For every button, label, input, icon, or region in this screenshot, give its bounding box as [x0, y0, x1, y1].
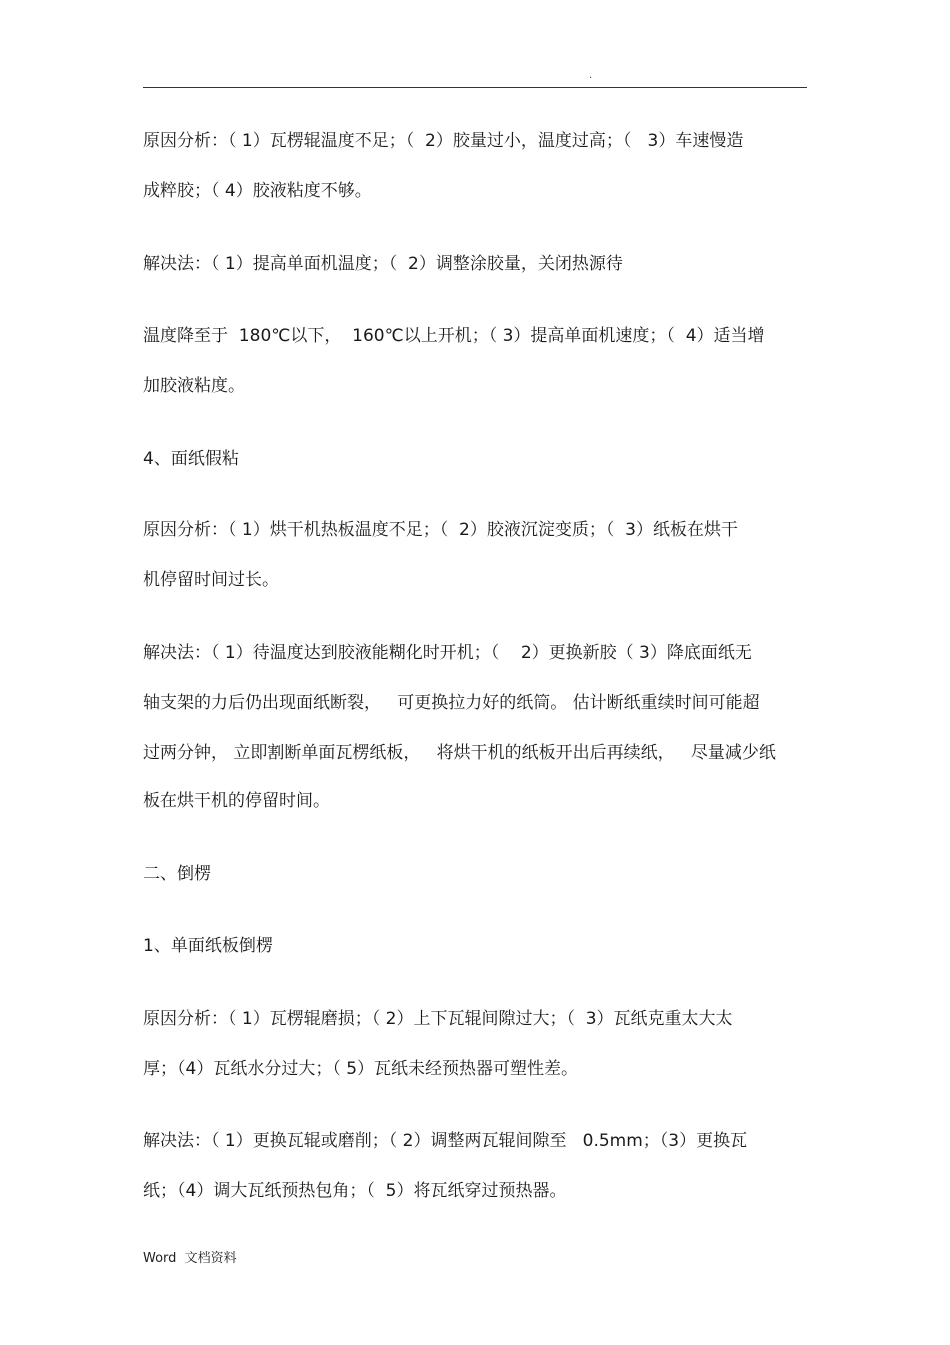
- paragraph-line: 轴支架的力后仍出现面纸断裂， 可更换拉力好的纸筒。 估计断纸重续时间可能超: [143, 693, 760, 713]
- paragraph-line: 机停留时间过长。: [143, 570, 279, 590]
- paragraph-line: 成粹胶；（ 4）胶液粘度不够。: [143, 181, 372, 201]
- paragraph-line: 解决法：（ 1）提高单面机温度；（ 2）调整涂胶量，关闭热源待: [143, 254, 623, 274]
- paragraph-line: 原因分析：（ 1）瓦楞辊温度不足；（ 2）胶量过小，温度过高；（ 3）车速慢造: [143, 131, 744, 151]
- section-heading: 4、面纸假粘: [143, 449, 239, 469]
- paragraph-line: 温度降至于 180℃以下， 160℃以上开机；（ 3）提高单面机速度；（ 4）适当增: [143, 326, 765, 346]
- section-heading: 二、倒楞: [143, 864, 211, 884]
- footer-label: Word 文档资料: [143, 1251, 237, 1266]
- paragraph-line: 加胶液粘度。: [143, 376, 245, 396]
- paragraph-line: 厚；（4）瓦纸水分过大；（ 5）瓦纸未经预热器可塑性差。: [143, 1059, 579, 1079]
- paragraph-line: 原因分析：（ 1）瓦楞辊磨损；（ 2）上下瓦辊间隙过大；（ 3）瓦纸克重太大太: [143, 1009, 733, 1029]
- subsection-heading: 1、单面纸板倒楞: [143, 936, 273, 956]
- header-rule: [143, 87, 807, 88]
- paragraph-line: 板在烘干机的停留时间。: [143, 791, 330, 811]
- paragraph-line: 原因分析：（ 1）烘干机热板温度不足；（ 2）胶液沉淀变质；（ 3）纸板在烘干: [143, 520, 738, 540]
- paragraph-line: 解决法：（ 1）更换瓦辊或磨削；（ 2）调整两瓦辊间隙至 0.5mm；（3）更换瓦: [143, 1131, 748, 1151]
- paragraph-line: 纸；（4）调大瓦纸预热包角；（ 5）将瓦纸穿过预热器。: [143, 1181, 567, 1201]
- paragraph-line: 解决法：（ 1）待温度达到胶液能糊化时开机；（ 2）更换新胶（ 3）降底面纸无: [143, 643, 752, 663]
- paragraph-line: 过两分钟， 立即割断单面瓦楞纸板， 将烘干机的纸板开出后再续纸， 尽量减少纸: [143, 743, 776, 763]
- header-mark: .: [589, 70, 593, 81]
